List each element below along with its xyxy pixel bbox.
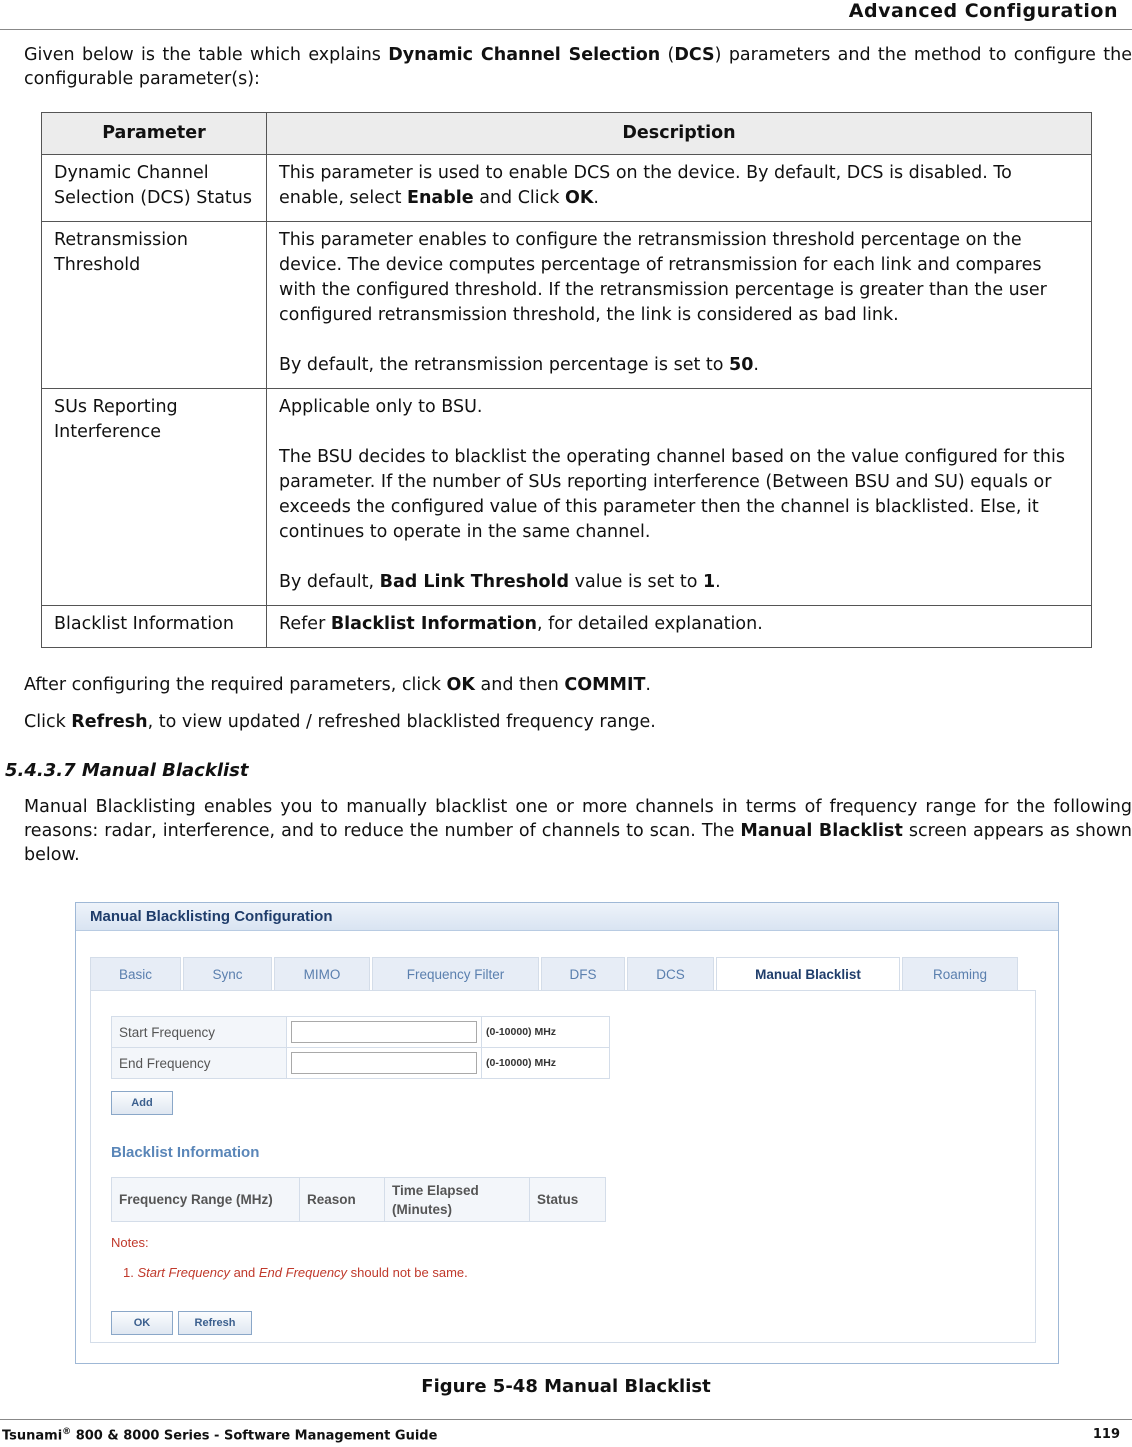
tab-frequency-filter[interactable]: Frequency Filter — [372, 957, 539, 991]
column-header-parameter: Parameter — [42, 113, 267, 155]
refresh-paragraph: Click Refresh, to view updated / refreshed blacklisted frequency range. — [24, 712, 656, 732]
tab-bar — [90, 957, 1020, 991]
start-frequency-input[interactable] — [291, 1021, 477, 1043]
table-header-row — [42, 113, 1092, 155]
config-title: Manual Blacklisting Configuration — [76, 903, 1058, 931]
blacklist-table — [111, 1177, 606, 1222]
parameter-cell: Dynamic Channel Selection (DCS) Status — [42, 155, 267, 222]
page-number: 119 — [1092, 1427, 1120, 1442]
start-frequency-unit: (0-10000) MHz — [482, 1017, 610, 1048]
parameter-cell: Blacklist Information — [42, 606, 267, 648]
blacklist-information-heading: Blacklist Information — [111, 1144, 260, 1161]
frequency-form — [111, 1016, 610, 1079]
tab-mimo[interactable]: MIMO — [274, 957, 370, 991]
add-button[interactable]: Add — [111, 1091, 173, 1115]
tab-dcs[interactable]: DCS — [627, 957, 714, 991]
tab-manual-blacklist[interactable]: Manual Blacklist — [716, 957, 900, 991]
ok-button[interactable]: OK — [111, 1311, 173, 1335]
column-header-description: Description — [267, 113, 1092, 155]
tab-panel — [90, 990, 1036, 1343]
dcs-parameter-table — [41, 112, 1092, 648]
running-header: Advanced Configuration — [848, 0, 1118, 22]
table-row — [42, 389, 1092, 606]
tab-dfs[interactable]: DFS — [541, 957, 625, 991]
end-frequency-unit: (0-10000) MHz — [482, 1048, 610, 1079]
header-rule — [0, 29, 1132, 30]
tab-basic[interactable]: Basic — [90, 957, 181, 991]
column-reason: Reason — [300, 1178, 385, 1222]
table-row — [42, 222, 1092, 389]
description-cell: Applicable only to BSU. The BSU decides to blacklist the operating channel based on the value configured for this parameter. If the number of SUs reporting interference (Between BSU and SU) equals or exceeds the configured value of this parameter then the channel is blacklisted. Else, it continues to operate in the same channel. By default, Bad Link Threshold value is set to 1. — [267, 389, 1092, 606]
intro-paragraph: Given below is the table which explains Dynamic Channel Selection (DCS) parameters and the method to configure the configurable parameter(s): — [24, 45, 1132, 89]
note-item: 1. Start Frequency and End Frequency should not be same. — [123, 1265, 468, 1280]
blacklist-header-row — [112, 1178, 606, 1222]
tab-roaming[interactable]: Roaming — [902, 957, 1018, 991]
column-time-elapsed: Time Elapsed (Minutes) — [385, 1178, 530, 1222]
column-status: Status — [530, 1178, 606, 1222]
after-config-paragraph: After configuring the required parameters, click OK and then COMMIT. — [24, 675, 651, 695]
description-cell: This parameter is used to enable DCS on the device. By default, DCS is disabled. To enable, select Enable and Click OK. — [267, 155, 1092, 222]
table-row — [42, 606, 1092, 648]
end-frequency-label: End Frequency — [112, 1048, 287, 1079]
section-heading: 5.4.3.7 Manual Blacklist — [5, 760, 249, 781]
column-frequency-range: Frequency Range (MHz) — [112, 1178, 300, 1222]
refresh-button[interactable]: Refresh — [178, 1311, 252, 1335]
footer-guide-title: Tsunami® 800 & 8000 Series - Software Management Guide — [2, 1427, 438, 1444]
manual-blacklist-paragraph: Manual Blacklisting enables you to manually blacklist one or more channels in terms of frequency range for the following reasons: radar, interference, and to reduce the number of channels to scan. The Manual Blacklist screen appears as shown below. — [24, 797, 1132, 865]
notes-label: Notes: — [111, 1235, 149, 1250]
end-frequency-input[interactable] — [291, 1052, 477, 1074]
parameter-cell: Retransmission Threshold — [42, 222, 267, 389]
manual-blacklist-screenshot — [75, 902, 1059, 1364]
figure-caption: Figure 5-48 Manual Blacklist — [421, 1376, 711, 1397]
tab-sync[interactable]: Sync — [183, 957, 272, 991]
description-cell: This parameter enables to configure the retransmission threshold percentage on the device. The device computes percentage of retransmission for each link and compares with the configured threshold. If the retransmission percentage is greater than the user configured retransmission threshold, the link is considered as bad link. By default, the retransmission percentage is set to 50. — [267, 222, 1092, 389]
footer-rule — [0, 1419, 1132, 1420]
description-cell: Refer Blacklist Information, for detailed explanation. — [267, 606, 1092, 648]
start-frequency-label: Start Frequency — [112, 1017, 287, 1048]
parameter-cell: SUs Reporting Interference — [42, 389, 267, 606]
table-row — [42, 155, 1092, 222]
